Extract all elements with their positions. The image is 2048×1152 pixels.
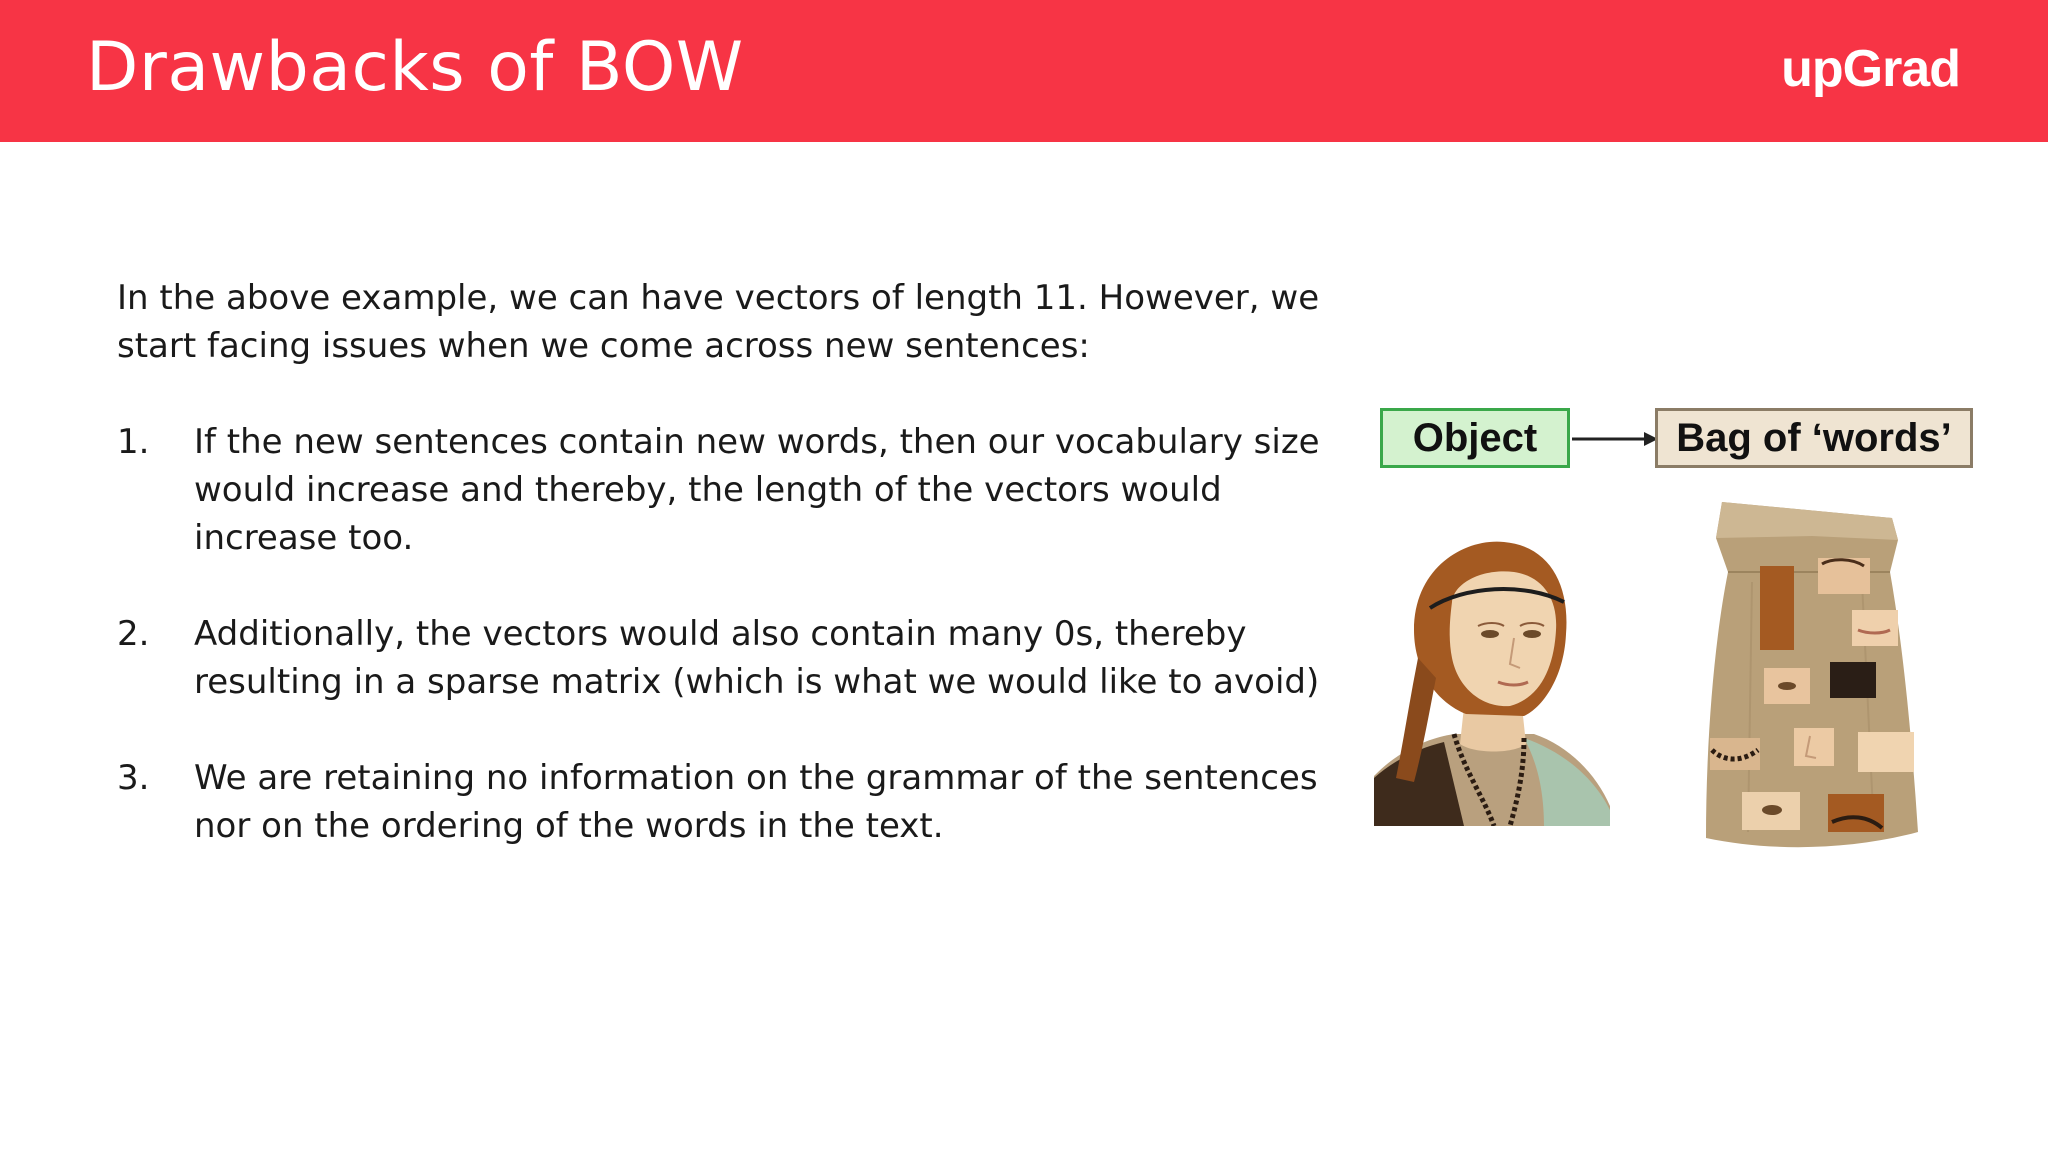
drawbacks-list — [117, 418, 1337, 850]
arrow-right-icon — [1570, 424, 1660, 454]
bag-of-words-label: Bag of ‘words’ — [1655, 408, 1973, 468]
list-number: 3. — [117, 758, 150, 798]
list-item-text: We are retaining no information on the grammar of the sentences nor on the ordering of the words in the text. — [194, 758, 1318, 846]
list-item — [117, 418, 1337, 562]
upgrad-logo: upGrad — [1781, 40, 1960, 98]
slide-title: Drawbacks of BOW — [86, 28, 744, 107]
header-bar — [0, 0, 2048, 142]
paper-bag-image — [1692, 492, 1932, 854]
list-number: 1. — [117, 422, 150, 462]
bag-of-words-figure — [1370, 400, 1980, 870]
list-item — [117, 754, 1337, 850]
list-item-text: Additionally, the vectors would also contain many 0s, thereby resulting in a sparse matrix (which is what we would like to avoid) — [194, 614, 1320, 702]
object-label: Object — [1380, 408, 1570, 468]
list-number: 2. — [117, 614, 150, 654]
intro-paragraph: In the above example, we can have vectors of length 11. However, we start facing issues when we come across new sentences: — [117, 278, 1320, 366]
list-item-text: If the new sentences contain new words, then our vocabulary size would increase and thereby, the length of the vectors would increase too. — [194, 422, 1320, 558]
portrait-image — [1374, 538, 1610, 826]
list-item — [117, 610, 1337, 706]
body-text — [117, 274, 1337, 898]
